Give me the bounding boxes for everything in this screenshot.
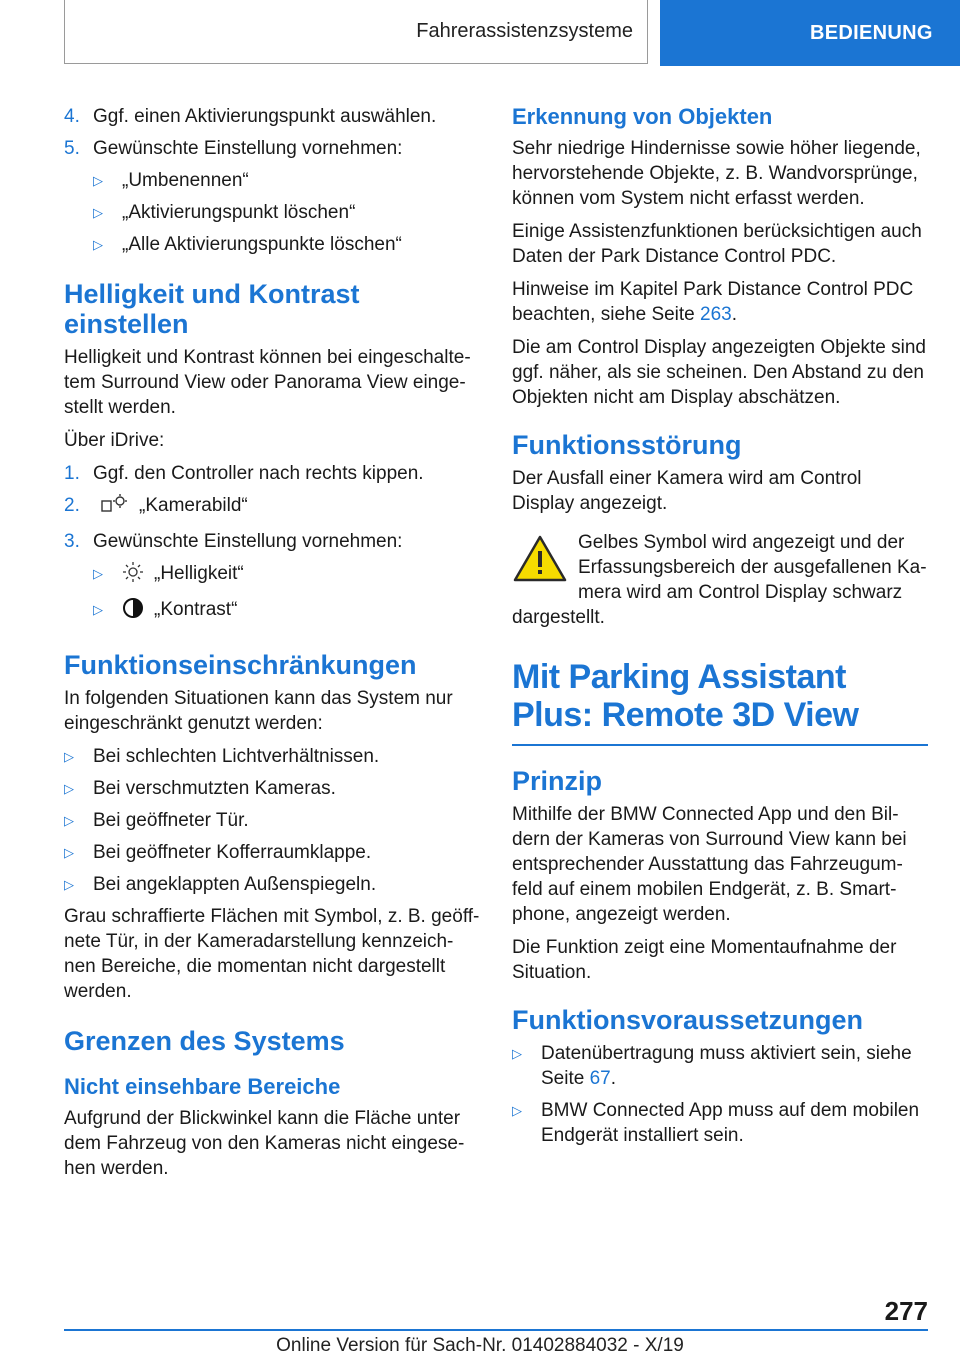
heading-brightness: Helligkeit und Kontrast einstellen	[64, 279, 360, 339]
option-text: „Alle Aktivierungspunkte löschen“	[122, 234, 402, 255]
section-tab[interactable]	[660, 0, 960, 66]
bullet-icon: ▷	[64, 813, 74, 828]
contrast-icon	[122, 597, 144, 626]
prereq-text: BMW Connected App muss auf dem mobilen Endgerät installiert sein.	[541, 1100, 920, 1146]
brightness-icon	[122, 561, 144, 590]
option-item	[64, 168, 480, 193]
prereq-item	[512, 1098, 928, 1148]
limit-item	[64, 808, 480, 833]
prereq-text	[541, 1041, 928, 1091]
heading-remote-3d-view: Mit Parking Assistant Plus: Remote 3D View	[512, 658, 859, 734]
paragraph: Helligkeit und Kontrast können bei eingeschalte-tem Surround View oder Panorama View einge-stellt werden.	[64, 347, 471, 418]
text: .	[610, 1068, 617, 1089]
paragraph: In folgenden Situationen kann das System nur eingeschränkt genutzt werden:	[64, 688, 453, 734]
bullet-icon: ▷	[512, 1103, 522, 1118]
paragraph: Aufgrund der Blickwinkel kann die Fläche unter dem Fahrzeug von den Kameras nicht eingese-hen werden.	[64, 1108, 465, 1179]
warning-text: Gelbes Symbol wird angezeigt und der Erfassungsbereich der ausgefallenen Ka-mera wird am Control Display schwarz	[578, 532, 927, 603]
text: Hinweise im Kapitel Park Distance Control PDC beachten, siehe Seite	[512, 279, 914, 325]
step-text: Ggf. den Controller nach rechts kippen.	[93, 463, 424, 484]
option-text: „Kontrast“	[154, 599, 238, 620]
step-number: 2.	[64, 495, 80, 516]
paragraph: Einige Assistenzfunktionen berücksichtigen auch Daten der Park Distance Control PDC.	[512, 221, 922, 267]
heading-prerequisites: Funktionsvoraussetzungen	[512, 1005, 864, 1035]
option-text: „Umbenennen“	[122, 170, 249, 191]
paragraph: Sehr niedrige Hindernisse sowie höher liegende, hervorstehende Objekte, z. B. Wandvorsprünge, können vom System nicht erfasst werden.	[512, 138, 921, 209]
option-item	[64, 232, 480, 257]
option-text: „Helligkeit“	[154, 563, 244, 584]
footer-rule	[64, 1329, 928, 1331]
option-item	[64, 597, 480, 626]
step-number: 5.	[64, 138, 80, 159]
heading-malfunction: Funktionsstörung	[512, 430, 742, 460]
warning-note	[512, 530, 928, 605]
limit-text: Bei angeklappten Außenspiegeln.	[93, 874, 377, 895]
paragraph: Grau schraffierte Flächen mit Symbol, z. B. geöff-nete Tür, in der Kameradarstellung kennzeich-nen Bereiche, die momentan nicht dargestellt werden.	[64, 906, 480, 1002]
bullet-icon: ▷	[512, 1046, 522, 1061]
section-tab-label: BEDIENUNG	[810, 21, 933, 44]
bullet-icon: ▷	[64, 749, 74, 764]
chapter-title: Fahrerassistenzsysteme	[416, 20, 633, 42]
limit-text: Bei schlechten Lichtverhältnissen.	[93, 746, 380, 767]
warning-triangle-icon	[512, 530, 578, 604]
bullet-icon: ▷	[93, 602, 103, 617]
bullet-icon: ▷	[93, 205, 103, 220]
prereq-item	[512, 1041, 928, 1091]
page-link[interactable]: 67	[589, 1068, 611, 1089]
option-item	[64, 561, 480, 590]
step-item	[64, 461, 480, 486]
step-text: „Kamerabild“	[139, 495, 248, 516]
limit-text: Bei geöffneter Kofferraumklappe.	[93, 842, 372, 863]
footer-text: Online Version für Sach-Nr. 01402884032 - X/19	[276, 1335, 684, 1356]
limit-text: Bei verschmutzten Kameras.	[93, 778, 336, 799]
paragraph: dargestellt.	[512, 607, 605, 628]
step-number: 4.	[64, 106, 80, 127]
limit-text: Bei geöffneter Tür.	[93, 810, 249, 831]
step-item	[64, 493, 480, 522]
right-column	[512, 104, 928, 1155]
paragraph: Über iDrive:	[64, 430, 165, 451]
text: Datenübertragung muss aktiviert sein, siehe Seite	[541, 1043, 912, 1089]
heading-principle: Prinzip	[512, 766, 603, 796]
option-item	[64, 200, 480, 225]
paragraph	[512, 277, 928, 327]
page-number: 277	[884, 1296, 928, 1326]
step-number: 1.	[64, 463, 80, 484]
step-text: Gewünschte Einstellung vornehmen:	[93, 531, 403, 552]
step-number: 3.	[64, 531, 80, 552]
step-text: Ggf. einen Aktivierungspunkt auswählen.	[93, 106, 437, 127]
paragraph: Mithilfe der BMW Connected App und den Bil-dern der Kameras von Surround View kann bei entsprechender Ausstattung das Fahrzeugum-feld auf einem mobilen Endgerät, z. B. Smart-phone, angezeigt werden.	[512, 804, 907, 925]
bullet-icon: ▷	[64, 845, 74, 860]
bullet-icon: ▷	[64, 877, 74, 892]
page-link[interactable]: 263	[700, 304, 732, 325]
step-text: Gewünschte Einstellung vornehmen:	[93, 138, 403, 159]
bullet-icon: ▷	[93, 173, 103, 188]
step-item	[64, 104, 480, 129]
bullet-icon: ▷	[93, 566, 103, 581]
limit-item	[64, 872, 480, 897]
limit-item	[64, 744, 480, 769]
camera-settings-icon	[101, 493, 129, 522]
bullet-icon: ▷	[93, 237, 103, 252]
limit-item	[64, 776, 480, 801]
step-item	[64, 529, 480, 554]
heading-limitations: Funktionseinschränkungen	[64, 650, 417, 680]
bullet-icon: ▷	[64, 781, 74, 796]
heading-system-limits: Grenzen des Systems	[64, 1026, 345, 1056]
step-item	[64, 136, 480, 161]
left-column	[64, 104, 480, 1189]
option-text: „Aktivierungspunkt löschen“	[122, 202, 356, 223]
heading-rule	[512, 744, 928, 746]
paragraph: Der Ausfall einer Kamera wird am Control Display angezeigt.	[512, 468, 862, 514]
limit-item	[64, 840, 480, 865]
heading-object-detection: Erkennung von Objekten	[512, 104, 773, 129]
chapter-header	[64, 0, 648, 64]
paragraph: Die Funktion zeigt eine Momentaufnahme der Situation.	[512, 937, 897, 983]
paragraph: Die am Control Display angezeigten Objekte sind ggf. näher, als sie scheinen. Den Abstand zu den Objekten nicht am Display abschätzen.	[512, 337, 926, 408]
text: .	[731, 304, 738, 325]
heading-hidden-areas: Nicht einsehbare Bereiche	[64, 1074, 341, 1099]
